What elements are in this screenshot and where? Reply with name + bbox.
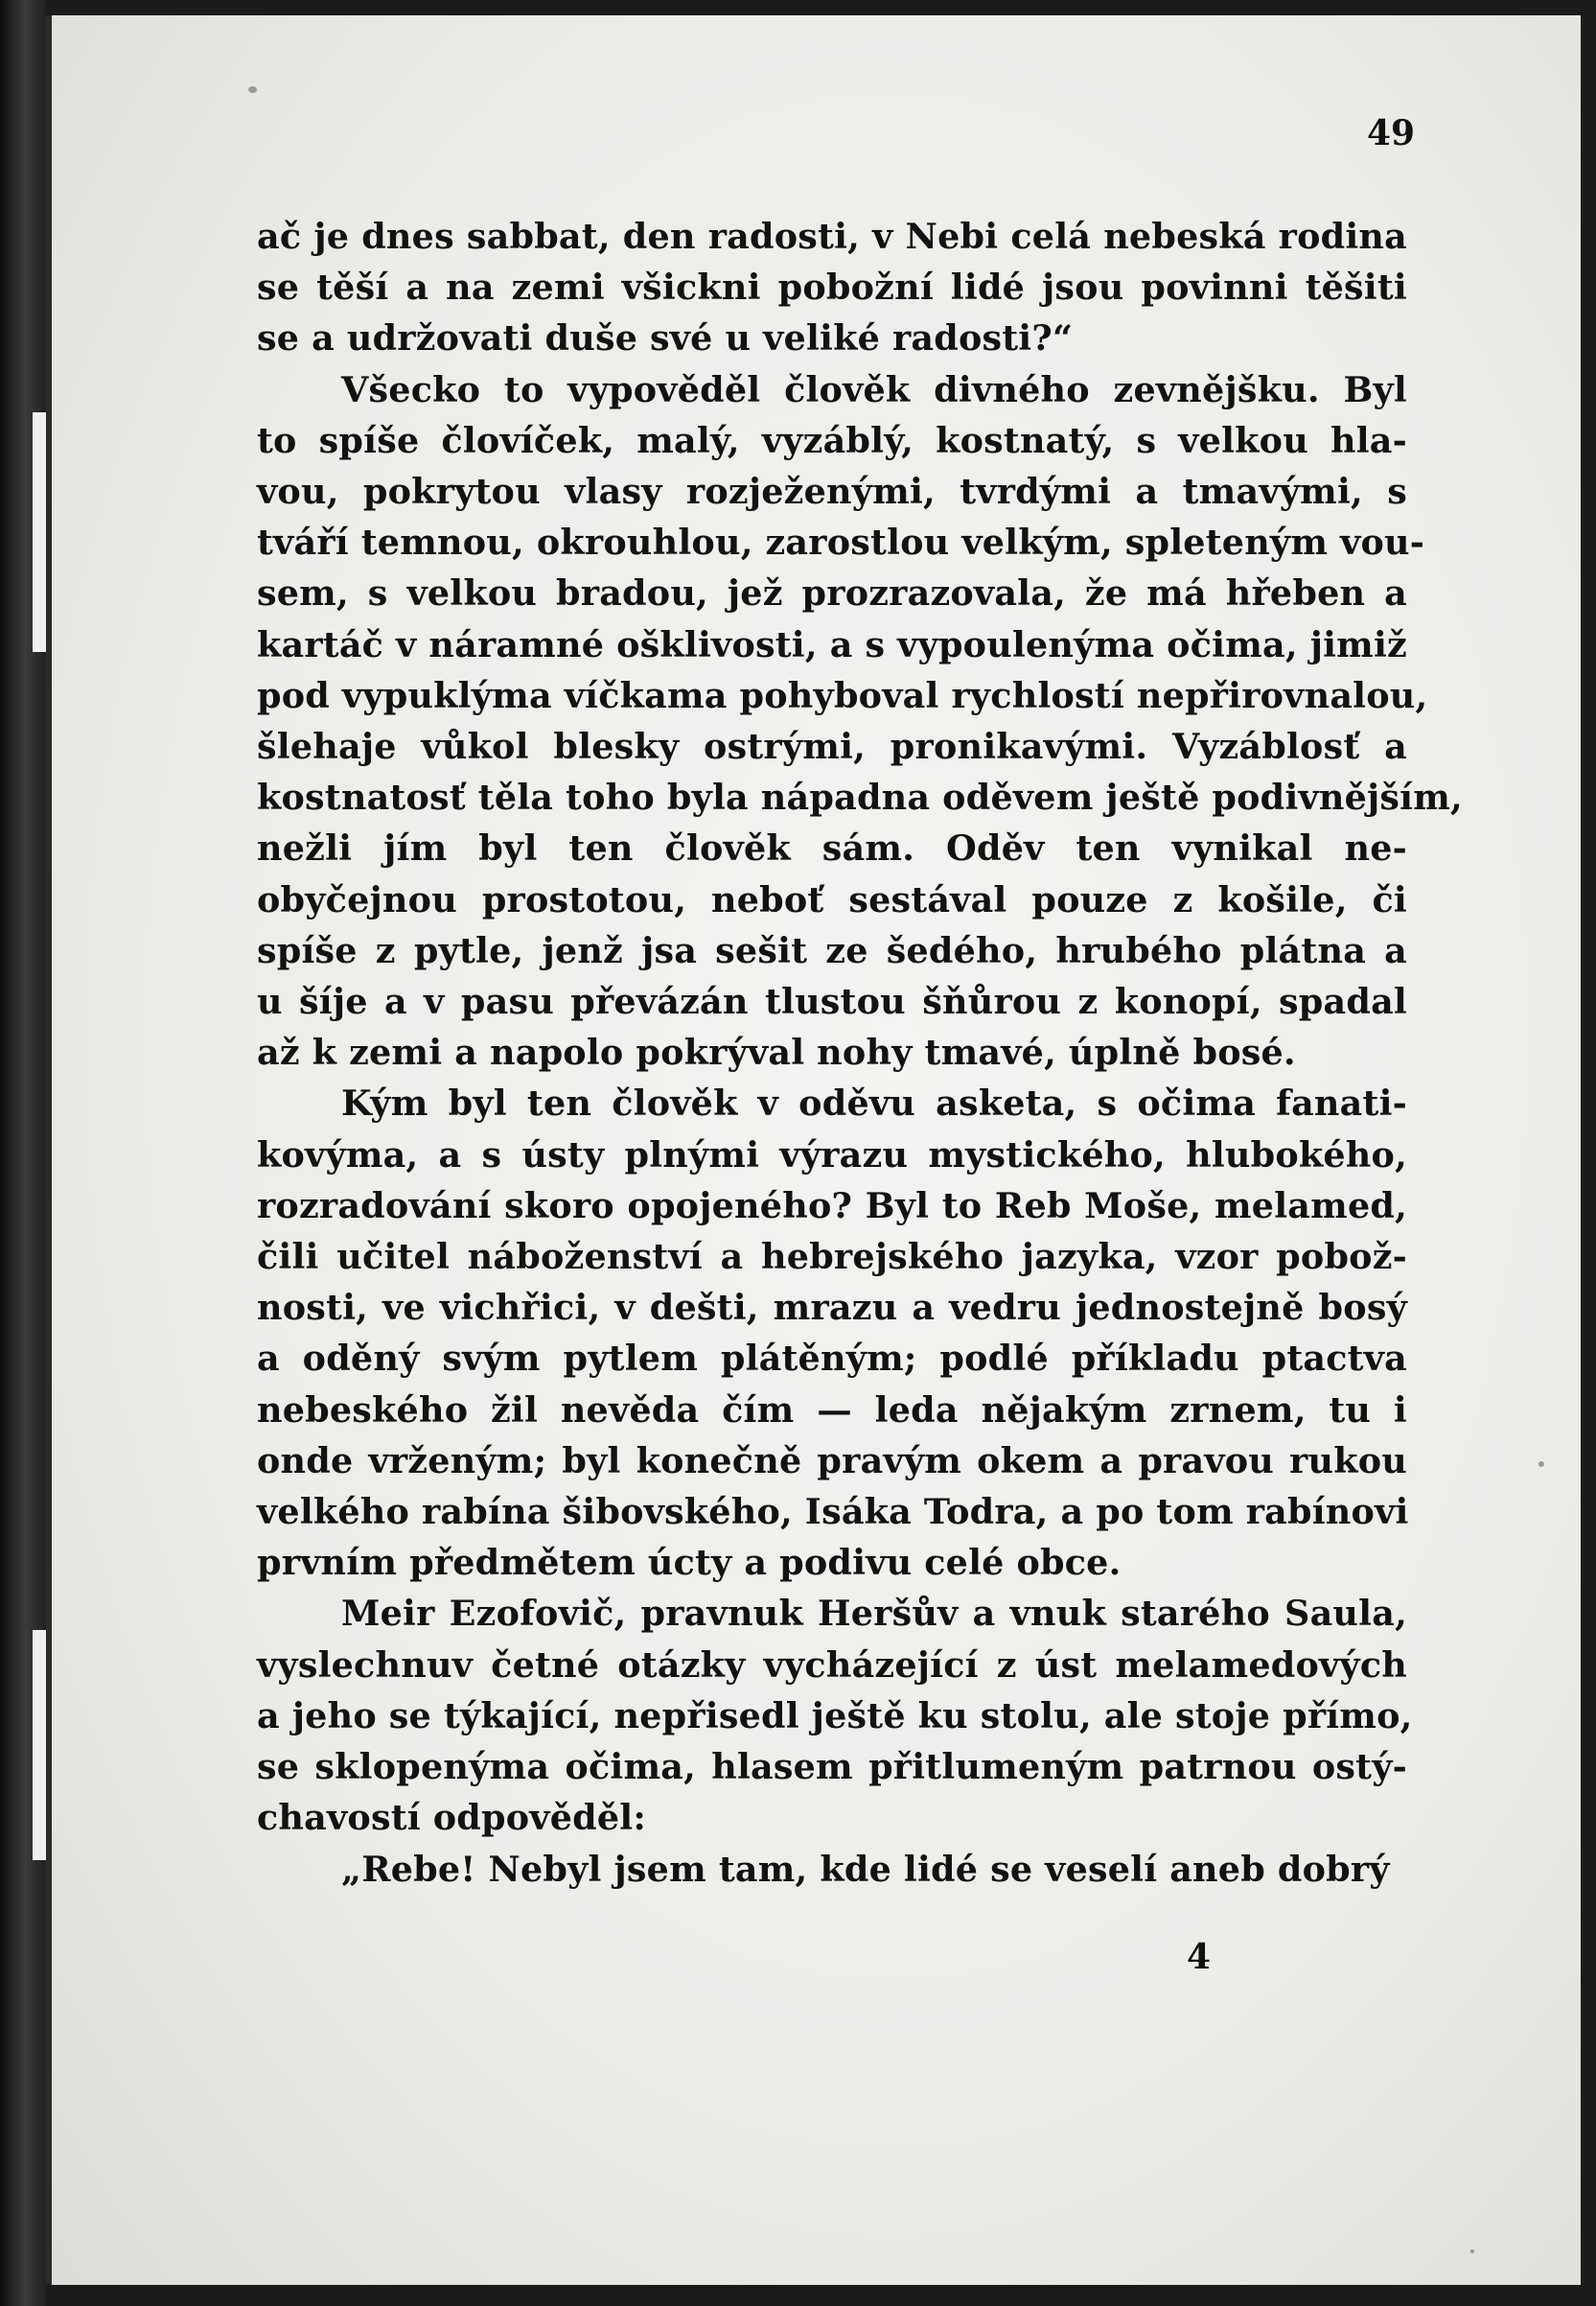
text-line: prvním předmětem úcty a podivu celé obce. xyxy=(257,1542,1122,1584)
text-line: nežli jím byl ten člověk sám. Oděv ten vynikal ne- xyxy=(257,827,1407,870)
text-line: Všecko to vypověděl člověk divného zevnějšku. Byl xyxy=(341,368,1407,410)
paragraph xyxy=(257,211,1407,364)
text-line: chavostí odpověděl: xyxy=(257,1797,646,1839)
text-line: nebeského žil nevěda čím — leda nějakým zrnem, tu i xyxy=(257,1388,1407,1431)
text-line: Meir Ezofovič, pravnuk Heršův a vnuk starého Saula, xyxy=(341,1593,1407,1635)
text-line: obyčejnou prostotou, neboť sestával pouze z košile, či xyxy=(257,878,1407,920)
text-line: ač je dnes sabbat, den radosti, v Nebi celá nebeská rodina xyxy=(257,216,1407,257)
text-line: se sklopenýma očima, hlasem přitlumeným patrnou ostý- xyxy=(257,1746,1407,1788)
text-line: rozradování skoro opojeného? Byl to Reb Moše, melamed, xyxy=(257,1184,1407,1226)
text-line: spíše z pytle, jenž jsa sešit ze šedého, hrubého plátna a xyxy=(257,929,1407,971)
paragraph xyxy=(257,1844,1407,1895)
text-line: se těší a na zemi všickni pobožní lidé jsou povinni těšiti xyxy=(257,267,1407,309)
paragraph xyxy=(257,364,1463,1079)
text-line: u šíje a v pasu převázán tlustou šňůrou z konopí, spadal xyxy=(257,981,1407,1023)
print-speck xyxy=(1470,2249,1474,2253)
text-line: pod vypuklýma víčkama pohyboval rychlostí nepřirovnalou, xyxy=(257,674,1428,716)
text-line: šlehaje vůkol blesky ostrými, pronikavými. Vyzáblosť a xyxy=(257,726,1407,768)
signature-mark: 4 xyxy=(1187,1937,1212,1977)
text-line: se a udržovati duše své u veliké radosti?“ xyxy=(257,317,1074,360)
text-line: vou, pokrytou vlasy rozježenými, tvrdými a tmavými, s xyxy=(257,471,1407,513)
text-line: až k zemi a napolo pokrýval nohy tmavé, úplně bosé. xyxy=(257,1032,1296,1074)
page-body-text xyxy=(257,211,1463,1895)
text-line: vyslechnuv četné otázky vycházející z úst melamedových xyxy=(257,1643,1407,1686)
print-speck xyxy=(1538,1461,1544,1467)
text-line: sem, s velkou bradou, jež prozrazovala, že má hřeben a xyxy=(257,572,1407,615)
text-line: to spíše človíček, malý, vyzáblý, kostnatý, s velkou hla- xyxy=(257,419,1407,461)
print-speck xyxy=(248,86,257,93)
edge-tab-lower xyxy=(33,1630,46,1860)
book-spine-edge xyxy=(0,0,46,2306)
edge-tab-upper xyxy=(33,412,46,652)
text-line: kostnatosť těla toho byla nápadna oděvem ještě podivnějším, xyxy=(257,777,1463,819)
text-line: kovýma, a s ústy plnými výrazu mystického, hlubokého, xyxy=(257,1133,1407,1176)
text-line: Kým byl ten člověk v oděvu asketa, s očima fanati- xyxy=(341,1083,1407,1125)
page-number: 49 xyxy=(1367,113,1416,153)
text-line: velkého rabína šibovského, Isáka Todra, a po tom rabínovi xyxy=(257,1491,1409,1533)
text-line: nosti, ve vichřici, v dešti, mrazu a vedru jednostejně bosý xyxy=(257,1287,1407,1329)
text-line: a jeho se týkající, nepřisedl ještě ku stolu, ale stoje přímo, xyxy=(257,1694,1413,1736)
text-line: onde vrženým; byl konečně pravým okem a pravou rukou xyxy=(257,1439,1407,1481)
paragraph xyxy=(257,1078,1407,1588)
text-line: čili učitel náboženství a hebrejského jazyka, vzor pobož- xyxy=(257,1236,1407,1278)
text-line: tváří temnou, okrouhlou, zarostlou velkým, spleteným vou- xyxy=(257,522,1425,564)
text-line: „Rebe! Nebyl jsem tam, kde lidé se veselí aneb dobrý xyxy=(341,1848,1390,1890)
paragraph xyxy=(257,1588,1413,1843)
text-line: a oděný svým pytlem plátěným; podlé příkladu ptactva xyxy=(257,1338,1407,1380)
text-line: kartáč v náramné ošklivosti, a s vypoulenýma očima, jimiž xyxy=(257,623,1407,665)
